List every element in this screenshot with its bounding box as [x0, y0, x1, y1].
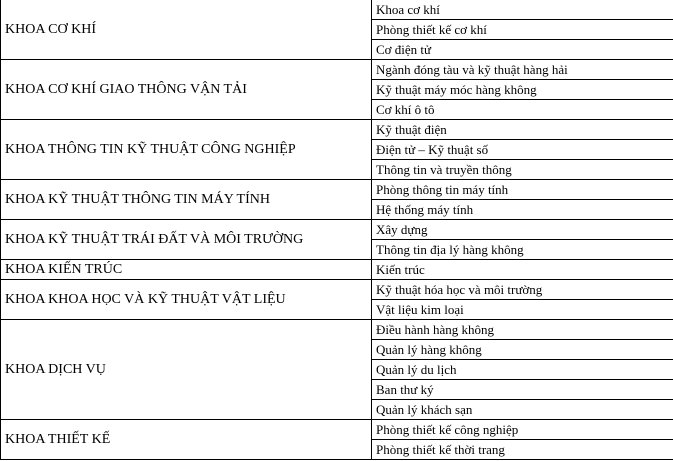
- faculty-name: KHOA CƠ KHÍ GIAO THÔNG VẬN TẢI: [1, 60, 372, 120]
- department-name: Phòng thiết kế thời trang: [372, 440, 673, 460]
- table-row: [1, 120, 673, 140]
- faculty-name: KHOA KHOA HỌC VÀ KỸ THUẬT VẬT LIỆU: [1, 280, 372, 320]
- faculty-name: KHOA DỊCH VỤ: [1, 320, 372, 420]
- faculty-name: KHOA KỸ THUẬT TRÁI ĐẤT VÀ MÔI TRƯỜNG: [1, 220, 372, 260]
- department-name: Điện tử – Kỹ thuật số: [372, 140, 673, 160]
- table-row: [1, 180, 673, 200]
- department-name: Quản lý khách sạn: [372, 400, 673, 420]
- faculty-name: KHOA CƠ KHÍ: [1, 0, 372, 60]
- department-name: Thông tin địa lý hàng không: [372, 240, 673, 260]
- department-name: Xây dựng: [372, 220, 673, 240]
- table-row: [1, 320, 673, 340]
- department-name: Phòng thông tin máy tính: [372, 180, 673, 200]
- faculty-name: KHOA THÔNG TIN KỸ THUẬT CÔNG NGHIỆP: [1, 120, 372, 180]
- department-name: Vật liệu kim loại: [372, 300, 673, 320]
- faculty-name: KHOA KỸ THUẬT THÔNG TIN MÁY TÍNH: [1, 180, 372, 220]
- department-name: Phòng thiết kế cơ khí: [372, 20, 673, 40]
- table-row: [1, 220, 673, 240]
- department-name: Phòng thiết kế công nghiệp: [372, 420, 673, 440]
- department-name: Kỹ thuật điện: [372, 120, 673, 140]
- table-row: [1, 60, 673, 80]
- department-name: Kỹ thuật máy móc hàng không: [372, 80, 673, 100]
- department-name: Cơ điện tử: [372, 40, 673, 60]
- department-name: Ban thư ký: [372, 380, 673, 400]
- table-row: [1, 420, 673, 440]
- department-name: Thông tin và truyền thông: [372, 160, 673, 180]
- faculty-name: KHOA KIẾN TRÚC: [1, 260, 372, 280]
- department-name: Quản lý du lịch: [372, 360, 673, 380]
- department-name: Kỹ thuật hóa học và môi trường: [372, 280, 673, 300]
- department-name: Ngành đóng tàu và kỹ thuật hàng hải: [372, 60, 673, 80]
- table-row: [1, 0, 673, 20]
- table-row: [1, 260, 673, 280]
- department-name: Kiến trúc: [372, 260, 673, 280]
- department-name: Khoa cơ khí: [372, 0, 673, 20]
- department-name: Quản lý hàng không: [372, 340, 673, 360]
- table-row: [1, 280, 673, 300]
- department-name: Cơ khí ô tô: [372, 100, 673, 120]
- department-name: Hệ thống máy tính: [372, 200, 673, 220]
- department-name: Điều hành hàng không: [372, 320, 673, 340]
- faculty-name: KHOA THIẾT KẾ: [1, 420, 372, 460]
